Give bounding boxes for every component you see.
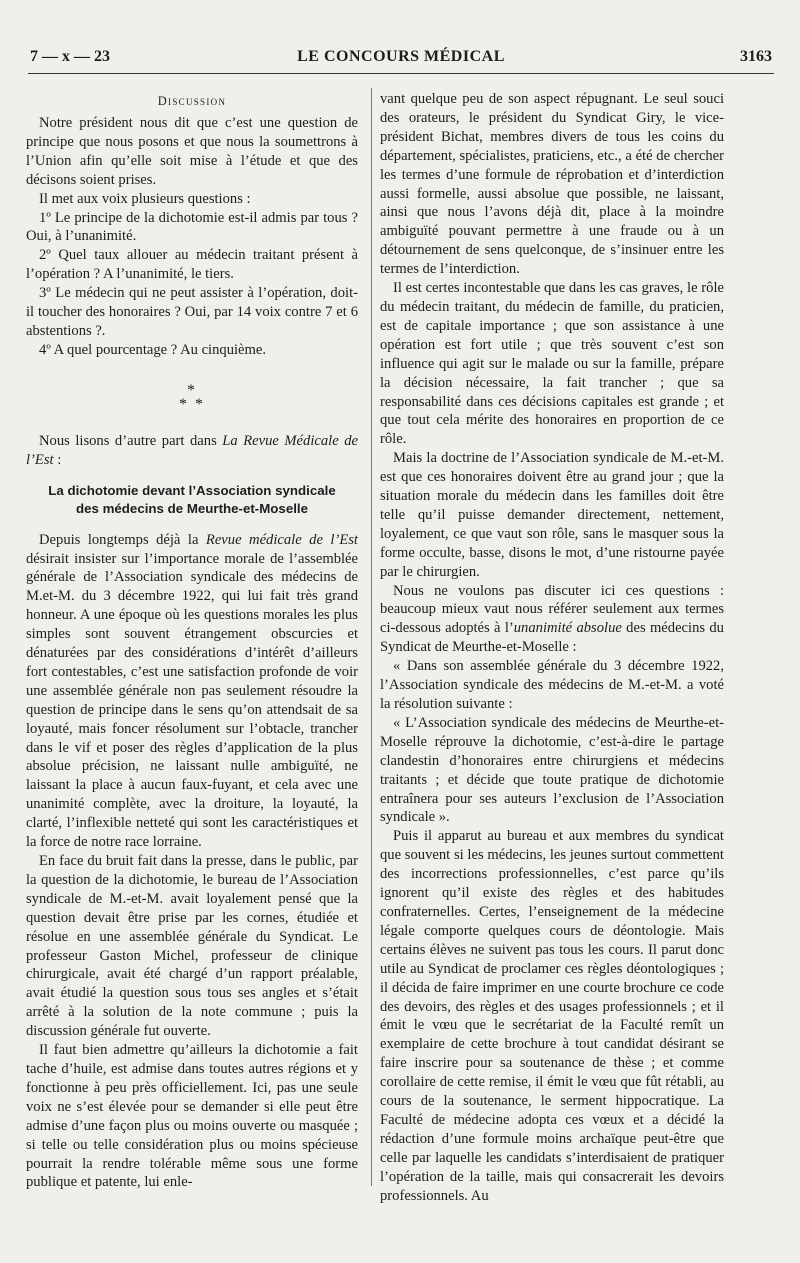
source-title: La Revue Médicale de l’Est: [26, 432, 358, 468]
asterism-bottom: * *: [179, 395, 205, 413]
running-head: [30, 48, 772, 70]
page-number: 3163: [740, 48, 772, 65]
paragraph: [26, 531, 358, 852]
question-1: 1º Le principe de la dichotomie est-il admis par tous ? Oui, à l’unanimité.: [26, 209, 358, 245]
article-title: [26, 482, 358, 519]
question-3: 3º Le médecin qui ne peut assister à l’opération, doit-il toucher des honoraires ? Oui, par 14 voix contre 7 et 6 abstentions ?.: [26, 285, 358, 339]
text-span: désirait insister sur l’importance morale de l’assemblée générale de l’Association syndicale des médecins de M.et-M. du 3 décembre 1922, qui lui fait très grand honneur. A une époque où les questions morales les plus simples sont souvent étrangement obscurcies et dénaturées par des considérations d’intérêt d’ailleurs fort contestables, c’est une satisfaction profonde de voir une assemblée générale non pas seulement résoudre la question de principe dans le sens qu’on attendsait de sa loyauté, mais foncer résolument sur l’obtacle, trancher dans le vif et poser des règles d’application de la plus absolue précision, ne laissant nulle ambiguïté, ne laissant la place à aucun faux-fuyant, et cela avec une unanimité complète, avec la droiture, la loyauté, la clarté, l’inflexible netteté qui sont les caractéristiques et la force de notre race lorraine.: [26, 550, 358, 851]
source-title: Revue médicale de l’Est: [205, 531, 358, 548]
paragraph: En face du bruit fait dans la presse, dans le public, par la question de la dichotomie, le bureau de l’Association syndicale de M.-et-M. avait loyalement pensé que la question devait être prise par les cornes, étudiée et résolue en une assemblée générale du Syndicat. Le professeur Gaston Michel, professeur de clinique chirurgicale, avait été chargé d’un rapport préalable, avait étudié la question sous tous ses angles et s’était arrêté à la solution de la note commune ; puis la discussion générale fut ouverte.: [26, 853, 358, 1040]
quote-intro: « Dans son assemblée générale du 3 décembre 1922, l’Association syndicale des médecins de M.-et-M. a voté la résolution suivante :: [380, 658, 724, 712]
right-column: [380, 90, 724, 1205]
emphasis: unanimité absolue: [513, 620, 622, 637]
column-divider: [371, 88, 372, 1186]
section-heading: Discussion: [157, 94, 227, 108]
header-rule: [28, 73, 774, 74]
paragraph: Il faut bien admettre qu’ailleurs la dichotomie a fait tache d’huile, est admise dans toutes autres régions et y fonctionne à peu près officiellement. Ici, pas une seule voix ne s’est élevée pour se demander si elle peut être admise d’une façon plus ou moins ouverte ou masquée ; si telle ou telle considération plus ou moins spécieuse pourrait la rendre tolérable même sous une forme publique et patente, lui enle-: [26, 1042, 358, 1191]
asterism-ornament: [26, 381, 358, 432]
article-title-line-1: La dichotomie devant l’Association syndicale: [48, 482, 336, 498]
resolution-quote: « L’Association syndicale des médecins de Meurthe-et-Moselle réprouve la dichotomie, c’est-à-dire le partage clandestin d’honoraires entre chirurgiens et médecins traitants ; et décide que toute pratique de dichotomie entraînera pour ses auteurs l’exclusion de l’Association syndicale ».: [380, 714, 724, 826]
text-span: Depuis longtemps déjà la: [39, 531, 206, 548]
issue-date: 7 — x — 23: [30, 48, 110, 65]
paragraph: [380, 582, 724, 658]
intro-text: Nous lisons d’autre part dans: [39, 432, 223, 449]
text-span: des médecins du Syndicat de Meurthe-et-Moselle :: [380, 620, 724, 656]
paragraph: Puis il apparut au bureau et aux membres du syndicat que souvent si les médecins, les jeunes surtout commettent des incorrections professionnelles, c’est parce qu’ils ignorent qu’il existe des règles et des habitudes confraternelles. Certes, l’enseignement de la médecine légale comporte quelques cours de déontologie. Mais certains élèves ne suivent pas tous les cours. Il parut donc utile au Syndicat de proclamer ces règles déontologiques ; il décida de faire imprimer en une courte brochure ce code des devoirs, des règles et des usages professionnels ; et il émit le vœu que le secrétariat de la Faculté remît un exemplaire de cette brochure à tout candidat désirant se faire inscrire pour sa soutenance de thèse ; et comme corollaire de cette remise, il émit le vœu que fût rétabli, au cours de la soutenance, le serment hippocratique. La Faculté de médecine adopta ces vœux et a décidé la rédaction d’une formule moins archaïque peut-être que celle par laquelle les candidats s’interdisaient de pratiquer l’opération de la taille, mais qui consacrerait les devoirs professionnels. Au: [380, 828, 724, 1204]
question-2: 2º Quel taux allouer au médecin traitant présent à l’opération ? A l’unanimité, le tiers.: [26, 247, 358, 283]
text-span: Nous ne voulons pas discuter ici ces questions : beaucoup mieux vaut nous référer seulement aux termes ci-dessous adoptés à l’: [380, 582, 724, 637]
paragraph: Il est certes incontestable que dans les cas graves, le rôle du médecin traitant, du médecin de famille, du praticien, est de capitale importance ; que son assistance à une opération est fort utile ; que très souvent c’est son influence qui agit sur le malade ou sur la famille, prépare la décision nécessaire, la fait trancher ; que sa responsabilité dans ces décisions capitales est grande ; et que tout cela mérite des honoraires en proportion de ce rôle.: [380, 280, 724, 448]
paragraph: Il met aux voix plusieurs questions :: [39, 190, 251, 207]
paragraph: vant quelque peu de son aspect répugnant. Le seul souci des orateurs, le président du Syndicat Giry, le vice-président Bichat, membres divers de tous les coins du département, spécialistes, praticiens, etc., a été de chercher les termes d’une formule de réprobation et d’interdiction aussi formelle, aussi absolue que possible, ne laissant, ainsi que nous l’avons déjà dit, place à la moindre ambiguïté pouvant permettre à une fraude ou à un détournement de sens quelconque, de s’insinuer entre les termes de l’interdiction.: [380, 91, 724, 278]
asterism-top: *: [187, 381, 197, 399]
paragraph: Mais la doctrine de l’Association syndicale de M.-et-M. est que ces honoraires doivent être au grand jour ; que la situation morale du médecin dans les familles doit être telle qu’il puisse demander directement, nettement, loyalement, ce que vaut son rôle, sans le masquer sous la forme occulte, basse, disons le mot, d’une ristourne payée par le chirurgien.: [380, 450, 724, 580]
article-title-line-2: des médecins de Meurthe-et-Moselle: [75, 501, 309, 517]
intro-end: :: [57, 451, 62, 468]
paragraph: Notre président nous dit que c’est une question de principe que nous posons et que nous la soumettrons à l’Union afin qu’elle soit mise à l’étude et que des décisons soient prises.: [26, 115, 358, 188]
question-4: 4º A quel pourcentage ? Au cinquième.: [39, 341, 267, 358]
left-column: [26, 90, 358, 1192]
intro-paragraph: [26, 432, 358, 470]
journal-title: LE CONCOURS MÉDICAL: [297, 48, 505, 65]
